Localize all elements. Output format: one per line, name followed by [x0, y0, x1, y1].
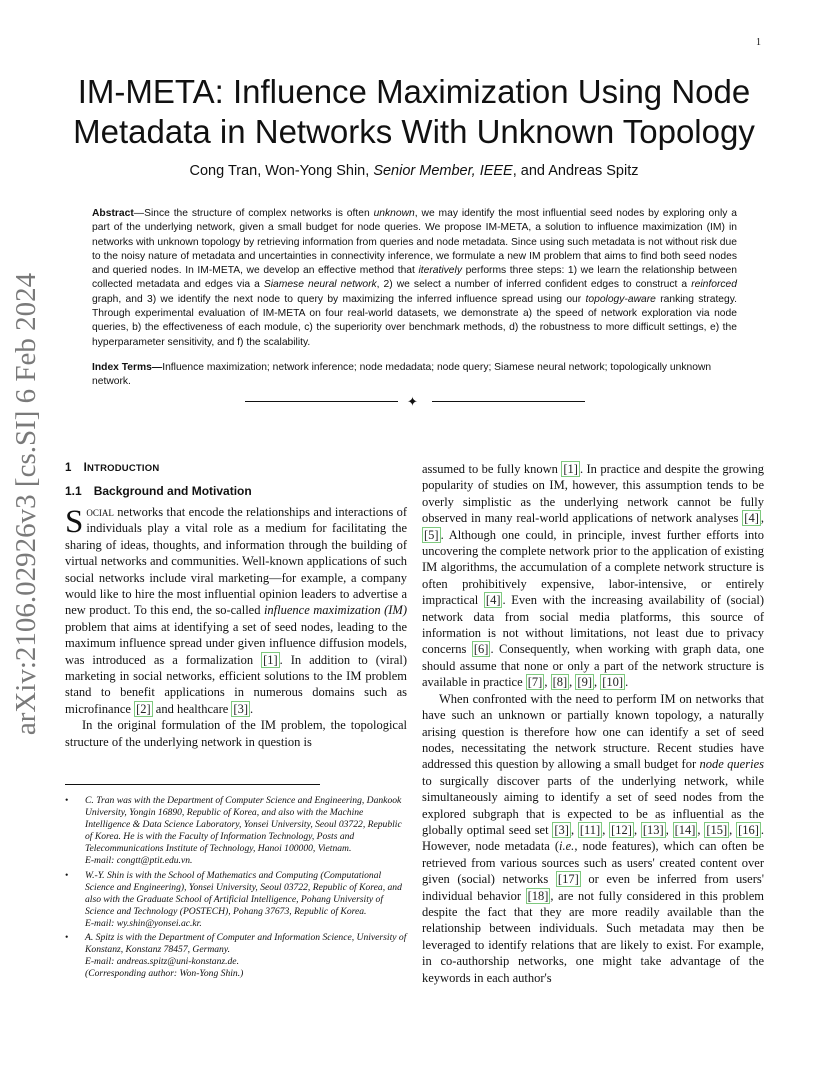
separator: ,	[602, 822, 610, 837]
section-number: 1	[65, 462, 72, 474]
paragraph-text: . Even with the increasing availability of (social) network data from social media platforms, this source of information is not without limitations, not least due to privacy concerns	[422, 593, 764, 657]
footnote-corresponding-author: (Corresponding author: Won-Yong Shin.)	[85, 968, 244, 980]
emphasis-text: influence maximization (IM)	[263, 603, 407, 618]
citation-link[interactable]: [4]	[744, 511, 759, 526]
footnote-email: E-mail: andreas.spitz@uni-konstanz.de.	[85, 956, 239, 968]
abstract-text: , 2) we select a number of inferred confident edges to construct a	[376, 279, 692, 291]
separator: ,	[570, 822, 578, 837]
citation-link[interactable]: [1]	[263, 652, 278, 667]
authors-text-end: , and Andreas Spitz	[512, 163, 639, 179]
divider-star-icon: ✦	[407, 394, 418, 409]
section-heading	[65, 461, 407, 476]
author-list	[66, 163, 762, 179]
footnotes	[65, 795, 407, 982]
paragraph-text: .	[250, 701, 254, 716]
paragraph-text: .	[625, 675, 629, 690]
paragraph-text: assumed to be fully known	[422, 462, 562, 476]
citation-link[interactable]: [16]	[738, 822, 759, 837]
paragraph-text: . In addition to (viral) marketing in social networks, efficient solutions to the IM problem stand to benefit applications in numerous domains such as microfinance	[65, 652, 407, 716]
citation-link[interactable]: [9]	[577, 675, 592, 690]
paragraph-text: . In practice and despite the growing popularity of studies on IM, however, this assumption tends to be overly simplistic as the underlying network cannot be fully observed in many real-world applications of network analyses	[422, 462, 764, 526]
abstract-text: graph, and 3) we identify the next node to query by maximizing the inferred influence spread using our	[92, 293, 586, 305]
authors-text: Cong Tran, Won-Yong Shin,	[189, 163, 374, 179]
citation-link[interactable]: [4]	[485, 593, 501, 608]
abstract-emphasis: reinforced	[691, 279, 737, 291]
separator: ,	[697, 822, 705, 837]
abstract-emphasis: iteratively	[418, 265, 462, 277]
paragraph-text: . However, node metadata (	[422, 822, 765, 854]
emphasis-text: i.e.	[559, 839, 575, 854]
subsection-title: Background and Motivation	[93, 484, 252, 498]
footnote-text: A. Spitz is with the Department of Computer and Information Science, University of Konstanz, Konstanz 78457, Germany.	[85, 932, 407, 956]
footnote-text: C. Tran was with the Department of Computer Science and Engineering, Dankook University, Yongin 16890, Republic of Korea, and also with the Machine Intelligence & Data Science Laboratory, Yonsei University, Seoul 03722, Republic of Korea. He is with the Faculty of Information Technology, Posts and Telecommunications Institute of Technology, Hanoi 100000, Vietnam.	[85, 795, 402, 855]
paragraph-text: to surgically discover parts of the underlying network, while simultaneously aiming to identify a set of seed nodes from the explored subgraph that is expected to be as influential as the globally optimal seed set	[422, 773, 764, 837]
citation-link[interactable]: [3]	[233, 701, 248, 716]
body-paragraph	[422, 461, 764, 691]
bullet-icon: •	[65, 869, 69, 881]
abstract-text: ranking strategy. Through experimental evaluation of IM-META on four real-world datasets, we demonstrate a) the speed of network exploration via node queries, b) the effectiveness of each module, c) the superiority over benchmark methods, d) the robustness to more difficult settings, e) the hyperparameter sensitivity, and f) the scalability.	[92, 293, 737, 348]
paragraph-text: When confronted with the need to perform IM on networks that have such an unknown or partially known topology, a naturally arising question is therefore how one can identify a set of seed nodes, necessitating the network structure. Recent studies have addressed this question by allowing a small budget for	[422, 691, 764, 772]
abstract-text: Since the structure of complex networks is often	[144, 208, 374, 219]
paragraph-text: ,	[760, 511, 764, 526]
citation-link[interactable]: [17]	[557, 872, 579, 887]
small-caps-text: ocial	[86, 505, 114, 519]
citation-link[interactable]: [12]	[611, 822, 632, 837]
citation-link[interactable]: [15]	[706, 822, 728, 837]
paragraph-text: ,	[594, 675, 601, 690]
citation-link[interactable]: [11]	[579, 822, 601, 837]
separator: ,	[729, 822, 737, 837]
drop-cap: S	[65, 504, 84, 540]
section-title-rest: NTRODUCTION	[87, 463, 160, 474]
abstract-dash: —	[133, 208, 145, 219]
citation-link[interactable]: [1]	[563, 462, 578, 476]
paragraph-text: ,	[544, 675, 551, 690]
section-divider	[245, 394, 585, 409]
paragraph-text: problem that aims at identifying a set of seed nodes, leading to the maximum influence spread under given influence diffusion models, was introduced as a formalization	[65, 619, 407, 667]
abstract-emphasis: unknown	[373, 208, 415, 219]
bullet-icon: •	[65, 932, 69, 944]
footnote-affiliation	[65, 932, 407, 980]
paragraph-text: and healthcare	[152, 701, 232, 716]
citation-link[interactable]: [7]	[527, 675, 543, 690]
author-affiliation-title: Senior Member, IEEE	[373, 163, 513, 179]
left-column	[65, 461, 407, 750]
footnote-rule	[65, 784, 320, 785]
abstract-text: , we may identify the most influential seed nodes by exploring only a part of the underlying network, given a small budget for node queries. We propose IM-META, a solution to influence maximization (IM) in networks with unknown topology by retrieving information from queries and node metadata. Since using such metadata is not without risk due to the noisy nature of metadata and uncertainties in connectivity inference, we formulate a new IM problem that aims to find both seed nodes and queried nodes. In IM-META, we develop an effective method that	[92, 208, 737, 277]
separator: ,	[633, 822, 641, 837]
paragraph-text: . Consequently, when working with graph data, one should assume that none or only a part of the network structure is available in practice	[422, 642, 764, 690]
bullet-icon: •	[65, 795, 69, 806]
right-column	[422, 461, 764, 986]
page-number: 1	[756, 37, 761, 48]
citation-link[interactable]: [18]	[527, 888, 549, 903]
footnote-email: E-mail: wy.shin@yonsei.ac.kr.	[85, 917, 202, 929]
body-paragraph	[65, 504, 407, 717]
paragraph-text: . Although one could, in principle, invest further efforts into uncovering the complete network prior to the application of existing IM algorithms, the accumulation of a complete network structure is often prohibitively expensive, labor-intensive, or entirely impractical	[422, 527, 764, 608]
footnote-affiliation	[65, 795, 407, 868]
arxiv-identifier-stamp	[4, 256, 48, 752]
citation-link[interactable]: [13]	[642, 822, 664, 837]
divider-line-right	[432, 401, 585, 402]
abstract-label: Abstract	[92, 208, 134, 219]
paper-title: IM-META: Influence Maximization Using Node Metadata in Networks With Unknown Topology	[73, 73, 755, 150]
citation-link[interactable]: [10]	[602, 675, 624, 690]
abstract	[92, 207, 737, 350]
abstract-emphasis: topology-aware	[585, 293, 656, 305]
index-terms-label: Index Terms	[92, 362, 152, 373]
index-terms	[92, 361, 737, 390]
body-paragraph: In the original formulation of the IM problem, the topological structure of the underlying network in question is	[65, 718, 407, 749]
citation-link[interactable]: [14]	[674, 822, 696, 837]
body-paragraph	[422, 691, 764, 986]
separator: ,	[665, 822, 673, 837]
section-title-initial: I	[83, 462, 88, 474]
footnote-email: E-mail: congtt@ptit.edu.vn.	[85, 855, 193, 867]
subsection-heading	[65, 484, 407, 498]
footnote-affiliation	[65, 870, 407, 930]
citation-link[interactable]: [2]	[136, 701, 151, 716]
citation-link[interactable]: [8]	[552, 675, 568, 690]
abstract-emphasis: Siamese neural network	[263, 279, 377, 291]
arxiv-stamp-text: arXiv:2106.02926v3 [cs.SI] 6 Feb 2024	[10, 272, 42, 736]
subsection-number: 1.1	[65, 484, 82, 498]
citation-link[interactable]: [6]	[473, 642, 489, 657]
citation-link[interactable]: [5]	[424, 527, 439, 542]
paragraph-text: , are not fully considered in this problem despite the fact that they are more readily available than the relationship between individuals. Such metadata may then be leveraged to identify relations that are likely to exist. For example, in co-authorship networks, one might take advantage of the keywords in each author's	[422, 888, 764, 985]
paragraph-text: , node features), which can often be retrieved from various sources such as users' created content over given (social) networks	[422, 839, 764, 887]
paragraph-text: or even be inferred from users' individual behavior	[422, 872, 764, 903]
index-terms-dash: —	[151, 362, 163, 373]
divider-line-left	[245, 401, 398, 402]
citation-link[interactable]: [3]	[554, 822, 569, 837]
abstract-text: performs three steps: 1) we learn the relationship between collected metadata and edges via a	[92, 265, 737, 291]
footnote-text: W.-Y. Shin is with the School of Mathematics and Computing (Computational Science and Engineering), Yonsei University, Seoul 03722, Republic of Korea, and also with the Graduate School of Artificial Intelligence, Pohang University of Science and Technology (POSTECH), Pohang 37673, Republic of Korea.	[85, 869, 402, 917]
emphasis-text: node queries	[699, 757, 764, 772]
index-terms-text: Influence maximization; network inference; node medadata; node query; Siamese neural network; topologically unknown network.	[92, 362, 712, 388]
paragraph-text: ,	[569, 675, 576, 690]
paragraph-text: networks that encode the relationships and interactions of individuals play a vital role as a medium for facilitating the sharing of ideas, thoughts, and information through the building of virtual networks and communities. Well-known applications of such social networks include viral marketing—for example, a company would like to hire the most influential opinion leaders to advertise a new product. To this end, the so-called	[65, 505, 407, 618]
